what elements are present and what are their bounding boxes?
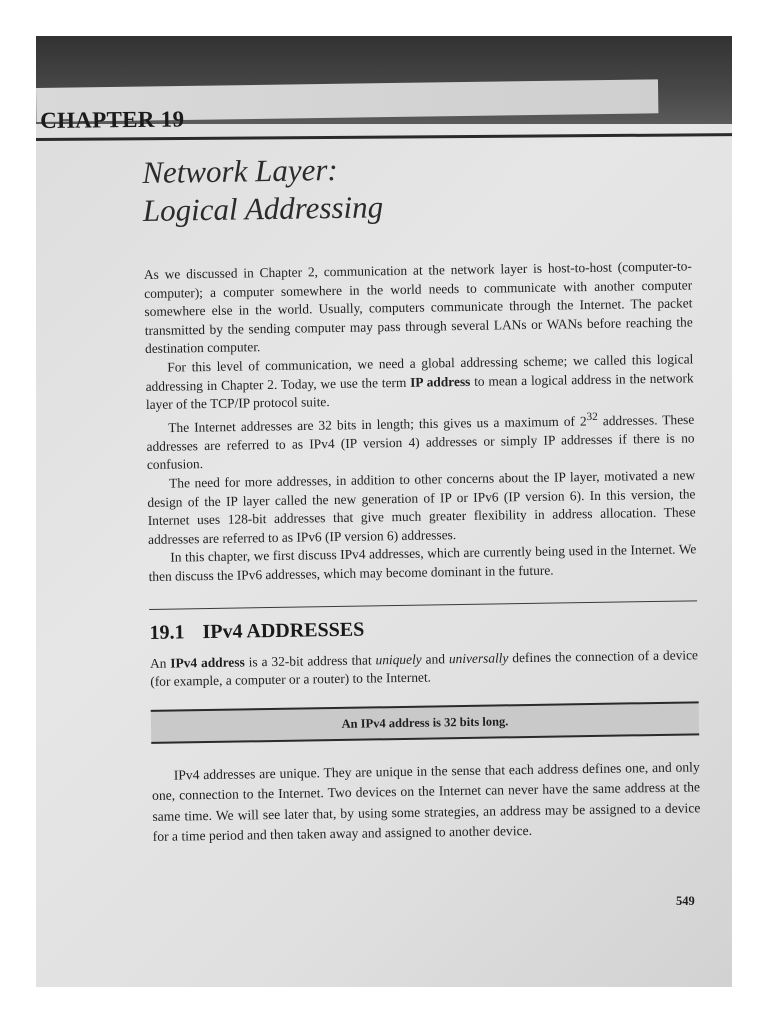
chapter-title	[142, 145, 691, 230]
section-intro-b: is a 32-bit address that	[244, 651, 376, 670]
term-ipv4-address: IPv4 address	[170, 654, 245, 671]
section-rule	[149, 600, 697, 610]
intro-p2-before: For this level of communication, we need a global addressing scheme; we called this logical addressing in Chapter 2. Today, we use the term	[145, 351, 694, 394]
intro-p3-after: addresses. These addresses are referred to as IPv4 (IP version 4) addresses or simply IP addresses if there is no confusion.	[146, 411, 695, 473]
intro-paragraph-5: In this chapter, we first discuss IPv4 addresses, which are currently being used in the Internet. We then discuss the IPv6 addresses, which may become dominant in the future.	[148, 541, 697, 584]
intro-p3-before: The Internet addresses are 32 bits in length; this gives us a maximum of 2	[168, 413, 587, 435]
intro-paragraph-1: As we discussed in Chapter 2, communication at the network layer is host-to-host (computer-to-computer); a computer somewhere in the world needs to communicate with another computer somewhere else in the world. Usually, computers communicate through the Internet. The packet transmitted by the sending computer may pass through several LANs or WANs before reaching the destination computer.	[143, 258, 693, 357]
closing-text	[152, 757, 701, 848]
page-body	[142, 145, 701, 847]
intro-paragraph-2	[145, 350, 694, 414]
chapter-title-line1: Network Layer:	[142, 151, 338, 190]
exponent: 32	[586, 410, 598, 423]
section-intro-c: and	[421, 650, 450, 667]
callout-box: An IPv4 address is 32 bits long.	[151, 701, 699, 744]
chapter-label: CHAPTER 19	[40, 106, 185, 133]
emphasis-uniquely: uniquely	[375, 651, 422, 667]
section-title: IPv4 ADDRESSES	[202, 618, 365, 643]
section-intro	[150, 646, 699, 692]
section-heading	[149, 613, 697, 645]
closing-paragraph: IPv4 addresses are unique. They are unique in the sense that each address defines one, and only one, connection to the Internet. Two devices on the Internet can never have the same address at the same time. We will see later that, by using some strategies, an address may be assigned to a device for a time period and then taken away and assigned to another device.	[151, 759, 701, 845]
intro-paragraph-4: The need for more addresses, in addition to other concerns about the IP layer, motivated a new design of the IP layer called the new generation of IP or IPv6 (IP version 6). In this version, the Internet uses 128-bit addresses that give much greater flexibility in address allocation. These addresses are referred to as IPv6 (IP version 6) addresses.	[147, 467, 696, 547]
intro-paragraph-3	[146, 406, 695, 475]
emphasis-universally: universally	[448, 649, 509, 666]
section-number: 19.1	[149, 620, 185, 644]
section-intro-d: defines the connection of a device (for example, a computer or a router) to the Internet.	[150, 646, 699, 690]
intro-text	[144, 257, 697, 586]
term-ip-address: IP address	[410, 373, 471, 390]
page-number: 549	[676, 894, 695, 908]
page-photo	[36, 36, 732, 987]
chapter-title-line2: Logical Addressing	[142, 189, 384, 228]
section-intro-a: An	[149, 655, 171, 671]
chapter-rule	[36, 133, 732, 141]
intro-p2-after: to mean a logical address in the network layer of the TCP/IP protocol suite.	[145, 369, 694, 413]
